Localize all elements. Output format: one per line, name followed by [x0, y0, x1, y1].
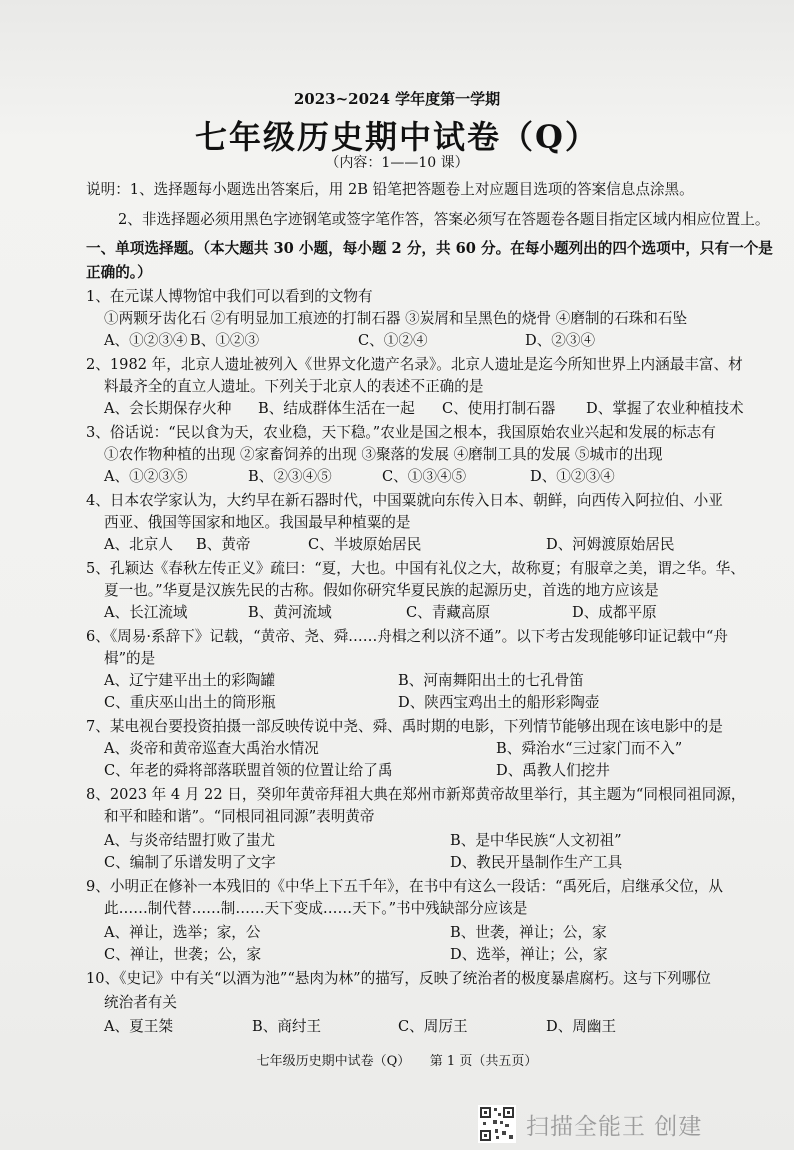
question-stem: 7、某电视台要投资拍摄一部反映传说中尧、舜、禹时期的电影，下列情节能够出现在该电影中的是: [86, 718, 723, 735]
option: B、世袭，禅让；公，家: [450, 924, 607, 941]
watermark: 扫描全能王 创建: [526, 1114, 703, 1140]
question-stem-cont: 此……制代替……制……天下变成……天下。”书中残缺部分应该是: [104, 900, 528, 917]
option: B、商纣王: [252, 1018, 322, 1035]
option: B、结成群体生活在一起: [258, 400, 415, 417]
question-items: ①两颗牙齿化石 ②有明显加工痕迹的打制石器 ③炭屑和呈黑色的烧骨 ④磨制的石珠和石坠: [104, 310, 688, 327]
option: A、长江流域: [104, 604, 188, 621]
option: C、①③④⑤: [382, 468, 467, 485]
question-stem-cont: 西亚、俄国等国家和地区。我国最早种植粟的是: [104, 514, 411, 531]
option: C、重庆巫山出土的筒形瓶: [104, 694, 276, 711]
option: A、禅让，选举；家，公: [104, 924, 261, 941]
option: B、是中华民族“人文初祖”: [450, 832, 622, 849]
question-stem: 8、2023 年 4 月 22 日，癸卯年黄帝拜祖大典在郑州市新郑黄帝故里举行，其主题为“同根同祖同源，: [86, 786, 746, 803]
question-stem: 9、小明正在修补一本残旧的《中华上下五千年》，在书中有这么一段话：“禹死后，启继承父位，从: [86, 878, 723, 895]
option: B、舜治水“三过家门而不入”: [496, 740, 683, 757]
question-stem: 10、《史记》中有关“以酒为池”“悬肉为林”的描写，反映了统治者的极度暴虐腐朽。这与下列哪位: [86, 970, 711, 987]
option: A、辽宁建平出土的彩陶罐: [104, 672, 276, 689]
question-stem-cont: 统治者有关: [104, 994, 177, 1011]
question-stem-cont: 夏一也。”华夏是汉族先民的古称。假如你研究华夏民族的起源历史，首选的地方应该是: [104, 582, 659, 599]
question-stem-cont: 和平和睦和谐”。“同根同祖同源”表明黄帝: [104, 808, 375, 825]
option: A、夏王桀: [104, 1018, 173, 1035]
option: C、半坡原始居民: [308, 536, 422, 553]
instruction-2: 2、非选择题必须用黑色字迹钢笔或签字笔作答，答案必须写在答题卷各题目指定区域内相应位置上。: [118, 211, 770, 228]
option: A、北京人: [104, 536, 173, 553]
exam-scope: （内容：1——10 课）: [325, 155, 469, 171]
instruction-1: 说明：1、选择题每小题选出答案后，用 2B 铅笔把答题卷上对应题目选项的答案信息点涂黑。: [86, 181, 694, 198]
option: D、选举，禅让；公，家: [450, 946, 608, 963]
option: D、周幽王: [546, 1018, 617, 1035]
question-stem: 2、1982 年，北京人遗址被列入《世界文化遗产名录》。北京人遗址是迄今所知世界上内涵最丰富、材: [86, 356, 743, 373]
page-footer: 七年级历史期中试卷（Q） 第 1 页（共五页）: [256, 1054, 538, 1069]
option: C、使用打制石器: [442, 400, 556, 417]
option: D、教民开垦制作生产工具: [450, 854, 623, 871]
option: D、掌握了农业种植技术: [586, 400, 744, 417]
option: B、河南舞阳出土的七孔骨笛: [398, 672, 584, 689]
option: C、①②④: [358, 332, 428, 349]
question-stem: 3、俗话说：“民以食为天，农业稳，天下稳。”农业是国之根本，我国原始农业兴起和发展的标志有: [86, 424, 716, 441]
option: C、编制了乐谱发明了文字: [104, 854, 276, 871]
exam-term: 2023~2024 学年度第一学期: [293, 90, 501, 108]
option: D、①②③④: [530, 468, 615, 485]
section-heading-cont: 正确的。）: [86, 264, 152, 281]
option: C、年老的舜将部落联盟首领的位置让给了禹: [104, 762, 393, 779]
page-title: 七年级历史期中试卷（Q）: [195, 118, 599, 156]
option: A、与炎帝结盟打败了蚩尤: [104, 832, 276, 849]
option: D、成都平原: [572, 604, 657, 621]
option: A、①②③④: [104, 332, 188, 349]
option: B、①②③: [190, 332, 260, 349]
question-stem: 6、《周易·系辞下》记载，“黄帝、尧、舜……舟楫之利以济不通”。以下考古发现能够印证记载中“舟: [86, 628, 728, 645]
option: D、河姆渡原始居民: [546, 536, 675, 553]
option: B、黄帝: [196, 536, 251, 553]
option: B、②③④⑤: [248, 468, 332, 485]
question-stem: 4、日本农学家认为，大约早在新石器时代，中国粟就向东传入日本、朝鲜，向西传入阿拉伯、小亚: [86, 492, 723, 509]
option: B、黄河流域: [248, 604, 332, 621]
question-stem-cont: 楫”的是: [104, 650, 156, 667]
option: A、会长期保存火种: [104, 400, 232, 417]
option: D、②③④: [525, 332, 596, 349]
option: C、周厉王: [398, 1018, 468, 1035]
option: A、①②③⑤: [104, 468, 188, 485]
option: C、禅让，世袭；公，家: [104, 946, 262, 963]
question-stem: 1、在元谋人博物馆中我们可以看到的文物有: [86, 288, 373, 305]
question-stem: 5、孔颖达《春秋左传正义》疏曰：“夏，大也。中国有礼仪之大，故称夏；有服章之美，谓之华。华、: [86, 560, 745, 577]
option: A、炎帝和黄帝巡查大禹治水情况: [104, 740, 319, 757]
question-stem-cont: 料最齐全的直立人遗址。下列关于北京人的表述不正确的是: [104, 378, 484, 395]
option: D、陕西宝鸡出土的船形彩陶壶: [398, 694, 600, 711]
section-heading: 一、单项选择题。（本大题共 30 小题，每小题 2 分，共 60 分。在每小题列出的四个选项中，只有一个是: [86, 240, 773, 257]
option: D、禹教人们挖井: [496, 762, 610, 779]
option: C、青藏高原: [406, 604, 491, 621]
qr-code-icon: [478, 1105, 516, 1143]
question-items: ①农作物种植的出现 ②家畜饲养的出现 ③聚落的发展 ④磨制工具的发展 ⑤城市的出现: [104, 446, 663, 463]
